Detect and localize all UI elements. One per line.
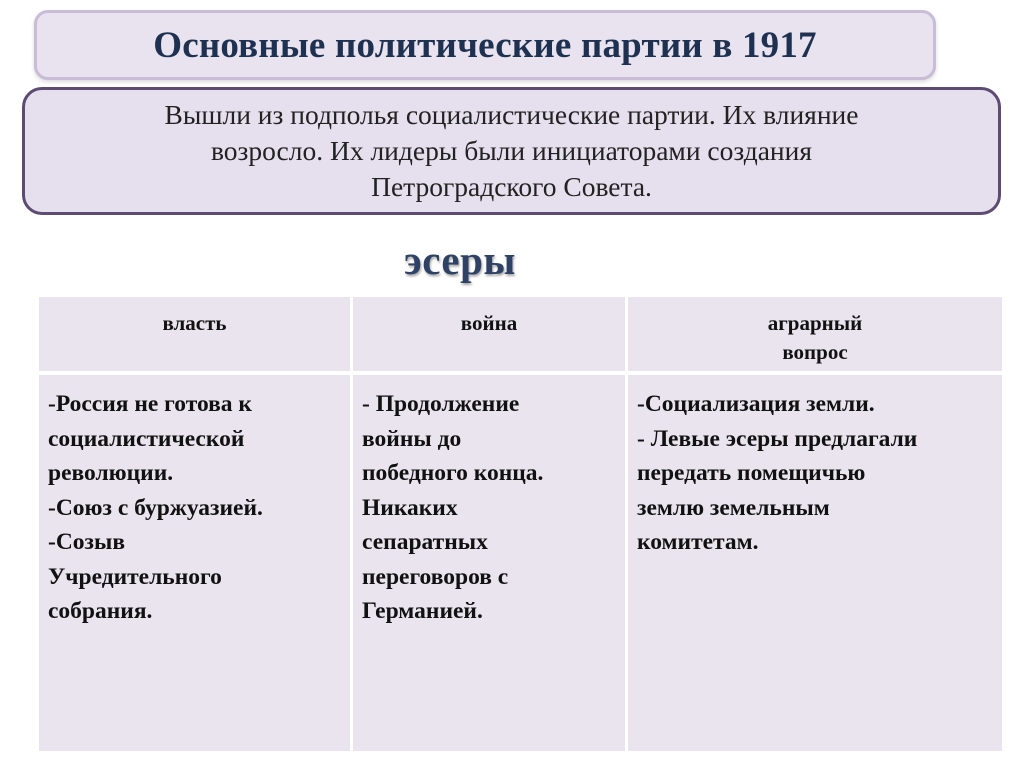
header-cell-power [39, 297, 350, 371]
table-cell-agrarian [628, 375, 1002, 751]
intro-line: Вышли из подполья социалистические партии. Их влияние [164, 99, 859, 130]
slide-title: Основные политические партии в 1917 [153, 24, 817, 66]
cell-line: Учредительного [48, 563, 222, 590]
cell-line: войны до [362, 425, 462, 452]
cell-line: -Социализация земли. [637, 391, 875, 417]
cell-line: социалистической [48, 425, 245, 452]
header-cell-line: аграрный [767, 311, 863, 335]
intro-line: возросло. Их лидеры были инициаторами создания [210, 135, 813, 166]
cell-line: революции. [48, 460, 174, 486]
header-cell-agrarian [628, 297, 1002, 371]
party-table [38, 296, 1001, 751]
cell-line: победного конца. [362, 460, 544, 486]
table-header-row [39, 297, 1000, 371]
table-row [39, 375, 1000, 751]
cell-line: - Продолжение [362, 391, 520, 417]
cell-line: сепаратных [362, 529, 488, 555]
cell-line: Германией. [362, 598, 483, 624]
party-heading: эсеры [404, 237, 516, 283]
cell-line: -Созыв [48, 529, 126, 555]
intro-box [22, 87, 1001, 215]
cell-line: землю земельным [637, 494, 830, 521]
cell-line: -Союз с буржуазией. [48, 494, 263, 521]
table-cell-power [39, 375, 350, 751]
cell-line: - Левые эсеры предлагали [637, 425, 918, 452]
cell-line: передать помещичью [637, 460, 866, 486]
cell-line: комитетам. [637, 529, 759, 555]
header-cell-war [353, 297, 625, 371]
table-cell-war [353, 375, 625, 751]
header-cell-line: война [460, 311, 518, 335]
title-box [34, 10, 936, 80]
header-cell-line: власть [162, 311, 227, 335]
intro-line: Петроградского Совета. [371, 171, 652, 202]
cell-line: -Россия не готова к [48, 391, 252, 417]
cell-line: переговоров с [362, 563, 509, 590]
cell-line: Никаких [362, 494, 458, 521]
cell-line: собрания. [48, 598, 153, 624]
header-cell-line: вопрос [782, 340, 848, 364]
